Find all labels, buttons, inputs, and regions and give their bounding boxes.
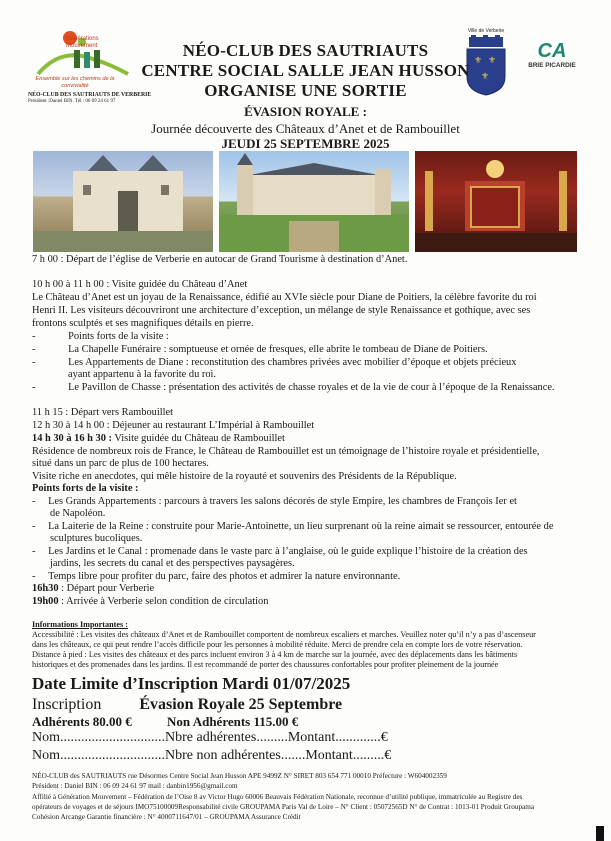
logo-brand-line1: Générations [66, 36, 99, 42]
arrival-line [32, 596, 268, 609]
page-edge-mark [596, 826, 604, 841]
event-title: ÉVASION ROYALE : [244, 104, 367, 119]
anet-point-3-text: Le Pavillon de Chasse : présentation des activités de chasse royales et de la vie de cour à l’époque de la Renaissance. [68, 382, 555, 393]
ramb-point-1 [32, 496, 517, 509]
anet-point-2 [32, 357, 516, 370]
footer-line-4: opérateurs de voyages et de séjours IMO75100009Responsabilité civile GROUPAMA Paris Val de Loire – N° Client : 05072565D N° de Contrat : 1013-01 Produit Groupama [32, 803, 535, 811]
svg-text:⚜: ⚜ [481, 72, 490, 82]
ramb-point-3-text: Les Jardins et le Canal : promenade dans le vaste parc à l’anglaise, où le guide explique l’histoire de la création des [48, 546, 528, 557]
dash: - [32, 571, 36, 582]
anet-point-1-text: La Chapelle Funéraire : somptueuse et ornée de fresques, elle abrite le tombeau de Diane de Poitiers. [68, 344, 488, 355]
rambouillet-visit-time: 14 h 30 à 16 h 30 : [32, 433, 112, 444]
rambouillet-desc-1: Résidence de nombreux rois de France, le Château de Rambouillet est un témoignage de l’histoire royale et présidentielle, [32, 446, 540, 457]
ca-logo-name: BRIE PICARDIE [528, 62, 576, 69]
info-line-1: Accessibilité : Les visites des châteaux d’Anet et de Rambouillet comportent de nombreux escaliers et marches. Veuillez noter qu’il n’y a pas d’ascenseur [32, 630, 536, 639]
ramb-point-3-cont: jardins, les secrets du canal et des perspectives paysagères. [50, 558, 295, 569]
logo-brand-line2: Mouvement [66, 43, 98, 49]
anet-point-2-cont: ayant appartenu à la favorite du roi. [68, 369, 217, 380]
dash: - [32, 331, 36, 342]
form-line-members[interactable]: Nom..............................Nbre adhérentes.........Montant.............€ [32, 730, 388, 745]
event-date: JEUDI 25 SEPTEMBRE 2025 [221, 136, 390, 151]
svg-text:⚜: ⚜ [488, 56, 497, 66]
ramb-points-title: Points forts de la visite : [32, 483, 139, 494]
info-line-4: historiques et des promenades dans les jardins. Il est recommandé de porter des chaussures confortables pour profiter pleinement de la journée [32, 660, 499, 669]
anet-castle-photo [33, 151, 213, 252]
arrival-time: 19h00 [32, 596, 59, 607]
anet-visit-line: 10 h 00 à 11 h 00 : Visite guidée du Château d’Anet [32, 279, 248, 290]
rambouillet-castle-photo [219, 151, 409, 252]
rambouillet-salon-photo [415, 151, 577, 252]
departure-line: 7 h 00 : Départ de l’église de Verberie en autocar de Grand Tourisme à destination d’Anet. [32, 254, 408, 265]
header-line3: ORGANISE UNE SORTIE [204, 81, 407, 100]
arrival-text: : Arrivée à Verberie selon condition de circulation [58, 596, 269, 607]
footer-line-3: Affilié à Génération Mouvement – Fédération de l’Oise 8 av Victor Hugo 60006 Beauvais Fédération Nationale, reconnue d’utilité publique, immatriculée au Registre des [32, 793, 523, 801]
anet-point-3 [32, 382, 555, 395]
rambouillet-visit-line [32, 433, 285, 446]
info-line-2: dans les châteaux, ce qui peut rendre l’accès difficile pour les personnes à mobilité réduite. Merci de prendre cela en compte lors de votre réservation. [32, 640, 523, 649]
ramb-point-4-text: Temps libre pour profiter du parc, faire des photos et admirer la nature environnante. [48, 571, 401, 582]
info-title: Informations Importantes : [32, 620, 128, 629]
registration-deadline: Date Limite d’Inscription Mardi 01/07/2025 [32, 674, 351, 693]
anet-desc-1: Le Château d’Anet est un joyau de la Renaissance, édifié au XVIe siècle pour Diane de Poitiers, la célèbre favorite du roi [32, 292, 537, 303]
form-line-non-members[interactable]: Nom..............................Nbre non adhérentes.......Montant.........€ [32, 748, 392, 763]
return-dep-text: : Départ pour Verberie [58, 583, 155, 594]
dash: - [32, 382, 36, 393]
inscription-row [32, 696, 342, 714]
anet-points-title: Points forts de la visite : [68, 331, 169, 342]
anet-points-title-row [32, 331, 169, 344]
footer-line-1: NÉO-CLUB des SAUTRIAUTS rue Désormes Centre Social Jean Husson APE 9499Z N° SIRET 803 654 771 00010 Préfecture : W604002359 [32, 772, 447, 780]
ramb-point-4 [32, 571, 400, 584]
ramb-point-1-cont: de Napoléon. [50, 508, 106, 519]
dash: - [32, 344, 36, 355]
dep-rambouillet-line: 11 h 15 : Départ vers Rambouillet [32, 407, 174, 418]
dash: - [32, 521, 36, 532]
header-line1: NÉO-CLUB DES SAUTRIAUTS [182, 41, 429, 60]
info-line-3: Distance à pied : Les visites des châteaux et des parcs incluent environ 3 à 4 km de marche sur la journée, avec des déplacements dans les bâtiments [32, 650, 518, 659]
ramb-point-2-cont: sculptures bucoliques. [50, 533, 143, 544]
dash: - [32, 546, 36, 557]
logo-president: Président :Daniel BIN. Tél : 06 09 24 61 97 [28, 99, 116, 104]
anet-point-1 [32, 344, 488, 357]
ramb-point-2-text: La Laiterie de la Reine : construite pour Marie-Antoinette, un lieu surprenant où la reine aimait se ressourcer, entourée de [48, 521, 554, 532]
footer-line-2: Président : Daniel BIN : 06 09 24 61 97 mail : danbin1956@gmail.com [32, 782, 238, 790]
footer-line-5: Cohésion Arcange Garantie financière : N° 4000711647/01 – GROUPAMA Assurance Crédit [32, 813, 301, 821]
dash: - [32, 357, 36, 368]
logo-club-name: NÉO-CLUB DES SAUTRIAUTS DE VERBERIE [28, 92, 152, 98]
rambouillet-desc-3: Visite riche en anecdotes, qui mêle histoire de la royauté et souvenirs des Présidents de la République. [32, 471, 457, 482]
header-line2: CENTRE SOCIAL SALLE JEAN HUSSON [141, 61, 470, 80]
ramb-point-3 [32, 546, 528, 559]
lunch-line: 12 h 30 à 14 h 00 : Déjeuner au restaurant L’Impérial à Rambouillet [32, 420, 315, 431]
ramb-point-2 [32, 521, 553, 534]
inscription-label: Inscription [32, 696, 102, 713]
price-row [32, 714, 298, 730]
svg-text:⚜: ⚜ [474, 56, 483, 66]
members-price: Adhérents 80.00 € [32, 714, 132, 729]
dash: - [32, 496, 36, 507]
ramb-point-1-text: Les Grands Appartements : parcours à travers les salons décorés de style Empire, les chambres de François Ier et [48, 496, 517, 507]
event-subtitle: Journée découverte des Châteaux d’Anet et de Rambouillet [151, 121, 460, 136]
anet-point-2-text: Les Appartements de Diane : reconstitution des chambres privées avec mobilier d’époque et objets précieux [68, 357, 517, 368]
return-dep-time: 16h30 [32, 583, 59, 594]
anet-desc-3: frontons sculptés et ses magnifiques détails en pierre. [32, 318, 254, 329]
crest-caption: Ville de Verberie [467, 28, 505, 34]
rambouillet-visit-text: Visite guidée du Château de Rambouillet [111, 433, 285, 444]
non-members-price: Non Adhérents 115.00 € [167, 714, 299, 729]
inscription-event-name: Évasion Royale 25 Septembre [139, 696, 343, 713]
logo-tagline: Ensemble sur les chemins de la convivialité [35, 76, 115, 89]
rambouillet-desc-2: situé dans un parc de plus de 100 hectares. [32, 458, 209, 469]
return-departure-line [32, 583, 154, 596]
anet-desc-2: Henri II. Les visiteurs découvriront une architecture d’exception, un mélange de style Renaissance et gothique, avec ses [32, 305, 531, 316]
ca-logo-letters: CA [537, 40, 567, 62]
